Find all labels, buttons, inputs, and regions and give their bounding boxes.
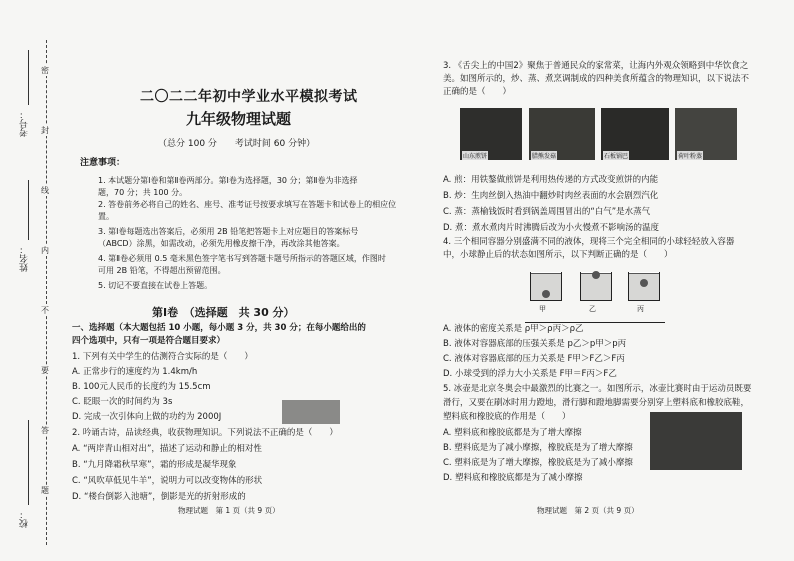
question-5-options: [443, 426, 653, 486]
notice-line: （ABCD）涂黑，如需改动，必须先用橡皮擦干净，再改涂其他答案。: [98, 239, 345, 248]
question-1: [72, 350, 402, 425]
option-c[interactable]: C. 眨眼一次的时间约为 3s: [72, 397, 173, 407]
option-c[interactable]: C. “风吹草低见牛羊”，说明力可以改变物体的形状: [72, 476, 263, 486]
stem-line: 正确的是（ ）: [443, 87, 512, 97]
notice-heading: 注意事项：: [80, 158, 126, 168]
school-label: 校：: [20, 510, 30, 528]
curling-photo: [650, 412, 742, 470]
food-photo-3: [601, 108, 669, 160]
photo-caption: 荷叶粉蒸: [678, 153, 703, 160]
food-photo-4: [675, 108, 737, 160]
landscape-image: [282, 400, 340, 424]
question-3-stem: [443, 60, 768, 99]
exam-number-field[interactable]: [28, 50, 29, 105]
option-b[interactable]: B. 塑料底是为了减小摩擦，橡胶底是为了增大摩擦: [443, 443, 633, 453]
option-a[interactable]: A. 煎：用铁鏊做煎饼是利用热传递的方式改变煎饼的内能: [443, 175, 659, 185]
seal-char: 密: [41, 66, 49, 75]
tank-yi: [580, 272, 612, 301]
seal-char: 内: [41, 246, 49, 255]
name-field[interactable]: [28, 180, 29, 240]
stem-line: 4. 三个相同容器分别盛满不同的液体，现将三个完全相同的小球轻轻放入容器: [443, 237, 735, 247]
part-intro-line: 四个选项中，只有一项是符合题目要求）: [72, 336, 226, 346]
stem-line: 5. 冰壶是北京冬奥会中最激烈的比赛之一。如图所示，冰壶比赛时由于运动员既要: [443, 384, 752, 394]
option-c[interactable]: C. 液体对容器底部的压力关系是 F甲＞F乙＞F丙: [443, 354, 625, 364]
tank-bing: [628, 272, 660, 301]
option-b[interactable]: B. 炒：生肉丝倒入热油中翻炒时肉丝表面的水会剧烈汽化: [443, 191, 659, 201]
stem-line: 3. 《舌尖上的中国2》聚焦于普通民众的家常菜，让海内外观众领略到中华饮食之: [443, 61, 749, 71]
seal-char: 题: [41, 486, 49, 495]
option-b[interactable]: B. 100元人民币的长度约为 15.5cm: [72, 382, 211, 392]
part-intro-line: 一、选择题（本大题包括 10 小题，每小题 3 分，共 30 分；在每小题给出的: [72, 323, 366, 333]
food-photo-1: [460, 108, 522, 160]
tank-label: 甲: [539, 305, 546, 313]
notice-line: 置。: [98, 212, 114, 221]
score-time-line: （总分 100 分 考试时间 60 分钟）: [158, 139, 316, 149]
notice-line: 1. 本试题分第Ⅰ卷和第Ⅱ卷两部分。第Ⅰ卷为选择题，30 分；第Ⅱ卷为非选择: [98, 176, 358, 185]
option-b[interactable]: B. “九月降霜秋早寒”，霜的形成是凝华现象: [72, 460, 237, 470]
seal-char: 线: [41, 186, 49, 195]
seal-char: 封: [41, 126, 49, 135]
notice-line: 5. 切记不要直接在试卷上答题。: [98, 281, 213, 290]
school-field[interactable]: [28, 420, 29, 505]
notice-line: 4. 第Ⅱ卷必须用 0.5 毫米黑色签字笔书写到答题卡题号所指示的答题区域，作图时: [98, 254, 386, 263]
option-d[interactable]: D. “楼台倒影入池塘”，倒影是光的折射形成的: [72, 492, 246, 502]
ball: [542, 290, 550, 298]
food-photo-2: [529, 108, 595, 160]
option-c[interactable]: C. 蒸：蒸榆钱饭时看到锅盖周围冒出的“白气”是水蒸气: [443, 207, 651, 217]
tank-label: 丙: [637, 305, 644, 313]
seal-char: 要: [41, 366, 49, 375]
seal-char: 答: [41, 426, 49, 435]
question-stem: 2. 吟诵古诗，品读经典，收获物理知识。下列说法不正确的是（ ）: [72, 428, 338, 438]
tanks-figure: [525, 272, 665, 323]
option-a[interactable]: A. 塑料底和橡胶底都是为了增大摩擦: [443, 428, 582, 438]
ball: [592, 271, 600, 279]
notice-line: 题，70 分；共 100 分。: [98, 188, 188, 197]
question-4-options: [443, 322, 768, 382]
option-d[interactable]: D. 煮：煮水煮肉片时沸腾后改为小火慢煮不影响汤的温度: [443, 223, 659, 233]
page-2: [425, 0, 770, 561]
page-footer: 物理试题 第 1 页（共 9 页）: [178, 506, 280, 515]
question-3-options: [443, 172, 768, 236]
notice-line: 可用 2B 铅笔，不得超出预留范围。: [98, 266, 226, 275]
question-stem: 1. 下列有关中学生的估测符合实际的是（ ）: [72, 352, 253, 362]
option-d[interactable]: D. 小球受到的浮力大小关系是 F甲＝F丙＞F乙: [443, 369, 617, 379]
tank-label: 乙: [589, 305, 596, 313]
question-2: [72, 425, 402, 505]
exam-subtitle: 九年级物理试题: [186, 110, 292, 128]
option-b[interactable]: B. 液体对容器底部的压强关系是 p乙＞p甲＞p丙: [443, 339, 627, 349]
option-a[interactable]: A. 正常步行的速度约为 1.4km/h: [72, 367, 198, 377]
tank-jia: [530, 272, 562, 301]
option-d[interactable]: D. 塑料底和橡胶底都是为了减小摩擦: [443, 473, 583, 483]
page-1: [60, 0, 400, 561]
seal-dashed-line: [46, 40, 47, 545]
photo-caption: 石板锅巴: [604, 153, 629, 160]
option-c[interactable]: C. 塑料底是为了增大摩擦，橡胶底是为了减小摩擦: [443, 458, 633, 468]
exam-number-label: 考号：: [20, 110, 30, 137]
binding-margin: [0, 40, 55, 550]
ball: [640, 279, 648, 287]
photo-caption: 腊熊发菇: [532, 153, 557, 160]
option-a[interactable]: A. 液体的密度关系是 ρ甲＞ρ丙＞ρ乙: [443, 324, 584, 334]
option-a[interactable]: A. “两岸青山相对出”，描述了运动和静止的相对性: [72, 444, 262, 454]
option-d[interactable]: D. 完成一次引体向上做的功约为 2000J: [72, 412, 222, 422]
seal-char: 不: [41, 306, 49, 315]
stem-line: 滑行，又要在刷冰时用力蹬地，滑行脚和蹬地脚需要分别穿上塑料底和橡胶底鞋，: [443, 398, 750, 408]
photo-caption: 山东煎饼: [463, 153, 488, 160]
question-4-stem: [443, 236, 768, 262]
stem-line: 美。如图所示的，炒、蒸、煮烹调制成的四种美食所蕴含的物理知识，以下说法不: [443, 74, 750, 84]
page-footer: 物理试题 第 2 页（共 9 页）: [537, 506, 639, 515]
notice-list: [80, 175, 400, 292]
part-intro: [72, 322, 402, 348]
section-title: 第Ⅰ卷 （选择题 共 30 分）: [152, 306, 295, 319]
stem-line: 塑料底和橡胶底的作用是（ ）: [443, 412, 571, 422]
exam-title: 二〇二二年初中学业水平模拟考试: [140, 89, 358, 105]
stem-line: 中，小球静止后的状态如图所示，以下判断正确的是（ ）: [443, 250, 673, 260]
notice-line: 3. 第Ⅰ卷每题选出答案后，必须用 2B 铅笔把答题卡上对应题目的答案标号: [98, 227, 359, 236]
name-label: 姓名：: [20, 245, 30, 272]
notice-line: 2. 答卷前务必将自己的姓名、座号、准考证号按要求填写在答题卡和试卷上的相应位: [98, 200, 397, 209]
